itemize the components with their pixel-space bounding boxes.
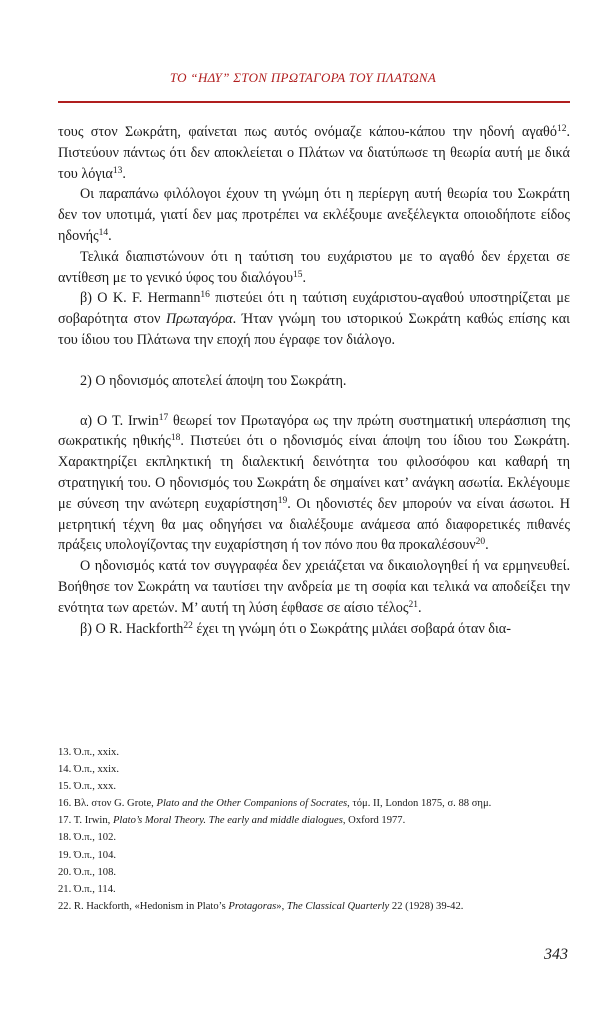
paragraph-3: Τελικά διαπιστώνουν ότι η ταύτιση του ευχάριστου με το αγαθό δεν έρχεται σε αντίθεση με το γενικό ύφος του διαλόγου$^{15}$. bbox=[58, 248, 570, 286]
footnote-16: 16. Βλ. στον G. Grote, Plato and the Other Companions of Socrates, τόμ. II, London 1875, σ. 88 σημ. bbox=[58, 798, 492, 810]
footnote-13: 13. Ό.π., xxix. bbox=[58, 747, 119, 758]
footnote-19: 19. Ό.π., 104. bbox=[58, 849, 117, 861]
paragraph-6: Ο ηδονισμός κατά τον συγγραφέα δεν χρειάζεται να δικαιολογηθεί ή να ερμηνευθεί. Βοήθησε τον Σωκράτη να ταυτίσει την ανδρεία με τη σοφία και τελικά να αποδείξει την ενότητα των αρετών. Μ’ αυτή τη λύση έφθασε σε αίσιο τέλος$^{21}$. bbox=[58, 558, 570, 616]
footnote-22: 22. R. Hackforth, «Hedonism in Plato’s Protagoras», The Classical Quarterly 22 (1928) 39-42. bbox=[58, 900, 464, 912]
main-text bbox=[58, 122, 570, 639]
footnote-21: 21. Ό.π., 114. bbox=[58, 883, 116, 895]
section-heading: 2) Ο ηδονισμός αποτελεί άποψη του Σωκράτη. bbox=[80, 372, 347, 389]
page-number: 343 bbox=[544, 946, 568, 963]
footnote-17: 17. T. Irwin, Plato’s Moral Theory. The early and middle dialogues, Oxford 1977. bbox=[58, 815, 406, 827]
paragraph-7: β) Ο R. Hackforth$^{22}$ έχει τη γνώμη ότι ο Σωκράτης μιλάει σοβαρά όταν δια- bbox=[80, 620, 511, 637]
paragraph-4: β) Ο K. F. Hermann$^{16}$ πιστεύει ότι η ταύτιση ευχάριστου-αγαθού υποστηρίζεται με σοβαρότητα στον Πρωταγόρα. Ήταν γνώμη του ιστορικού Σωκράτη καθώς επίσης και του ίδιου του Πλάτωνα την εποχή που έγραφε τον διάλογο. bbox=[58, 290, 570, 348]
footnote-20: 20. Ό.π., 108. bbox=[58, 866, 117, 878]
footnotes bbox=[58, 744, 570, 915]
footnote-15: 15. Ό.π., xxx. bbox=[58, 781, 117, 793]
header-rule bbox=[58, 101, 570, 103]
footnote-14: 14. Ό.π., xxix. bbox=[58, 764, 119, 776]
running-head: ΤΟ “ΗΔΥ” ΣΤΟΝ ΠΡΩΤΑΓΟΡΑ ΤΟΥ ΠΛΑΤΩΝΑ bbox=[169, 70, 437, 85]
paragraph-1: τους στον Σωκράτη, φαίνεται πως αυτός ονόμαζε κάπου-κάπου την ηδονή αγαθό$^{12}$. Πιστεύουν πάντως ότι δεν αποκλείεται ο Πλάτων να διατύπωσε τη θεωρία αυτή με δικά του λόγια$^{13}$. bbox=[58, 124, 570, 182]
paragraph-5: α) Ο T. Irwin$^{17}$ θεωρεί τον Πρωταγόρα ως την πρώτη συστηματική υπεράσπιση της σωκρατικής ηθικής$^{18}$. Πιστεύει ότι ο ηδονισμός είναι άποψη του ίδιου του Σωκράτη. Χαρακτηρίζει εκπληκτική τη διαλεκτική δεινότητα του φιλοσόφου και καθαρή τη στρατηγική του. Ο ηδονισμός του Σωκράτη δε σημαίνει κατ’ ανάγκη ασωτία. Εκλέγουμε με σύνεση την ανώτερη ευχαρίστηση$^{19}$. Οι ηδονιστές δεν μπορούν να είναι άσωτοι. Η μετρητική τέχνη θα μας οδηγήσει να διαλέξουμε ανάμεσα από διαφορετικές πιθανές πράξεις υπολογίζοντας την ευχαρίστηση ή τον πόνο που θα προκαλέσουν$^{20}$. bbox=[58, 412, 571, 554]
paragraph-2: Οι παραπάνω φιλόλογοι έχουν τη γνώμη ότι η περίεργη αυτή θεωρία του Σωκράτη δεν τον υποτιμά, γιατί δεν μας προτρέπει να εκλέξουμε ανεξέλεγκτα οποιοδήποτε είδος ηδονής$^{14}$. bbox=[58, 186, 570, 244]
footnote-18: 18. Ό.π., 102. bbox=[58, 832, 117, 844]
